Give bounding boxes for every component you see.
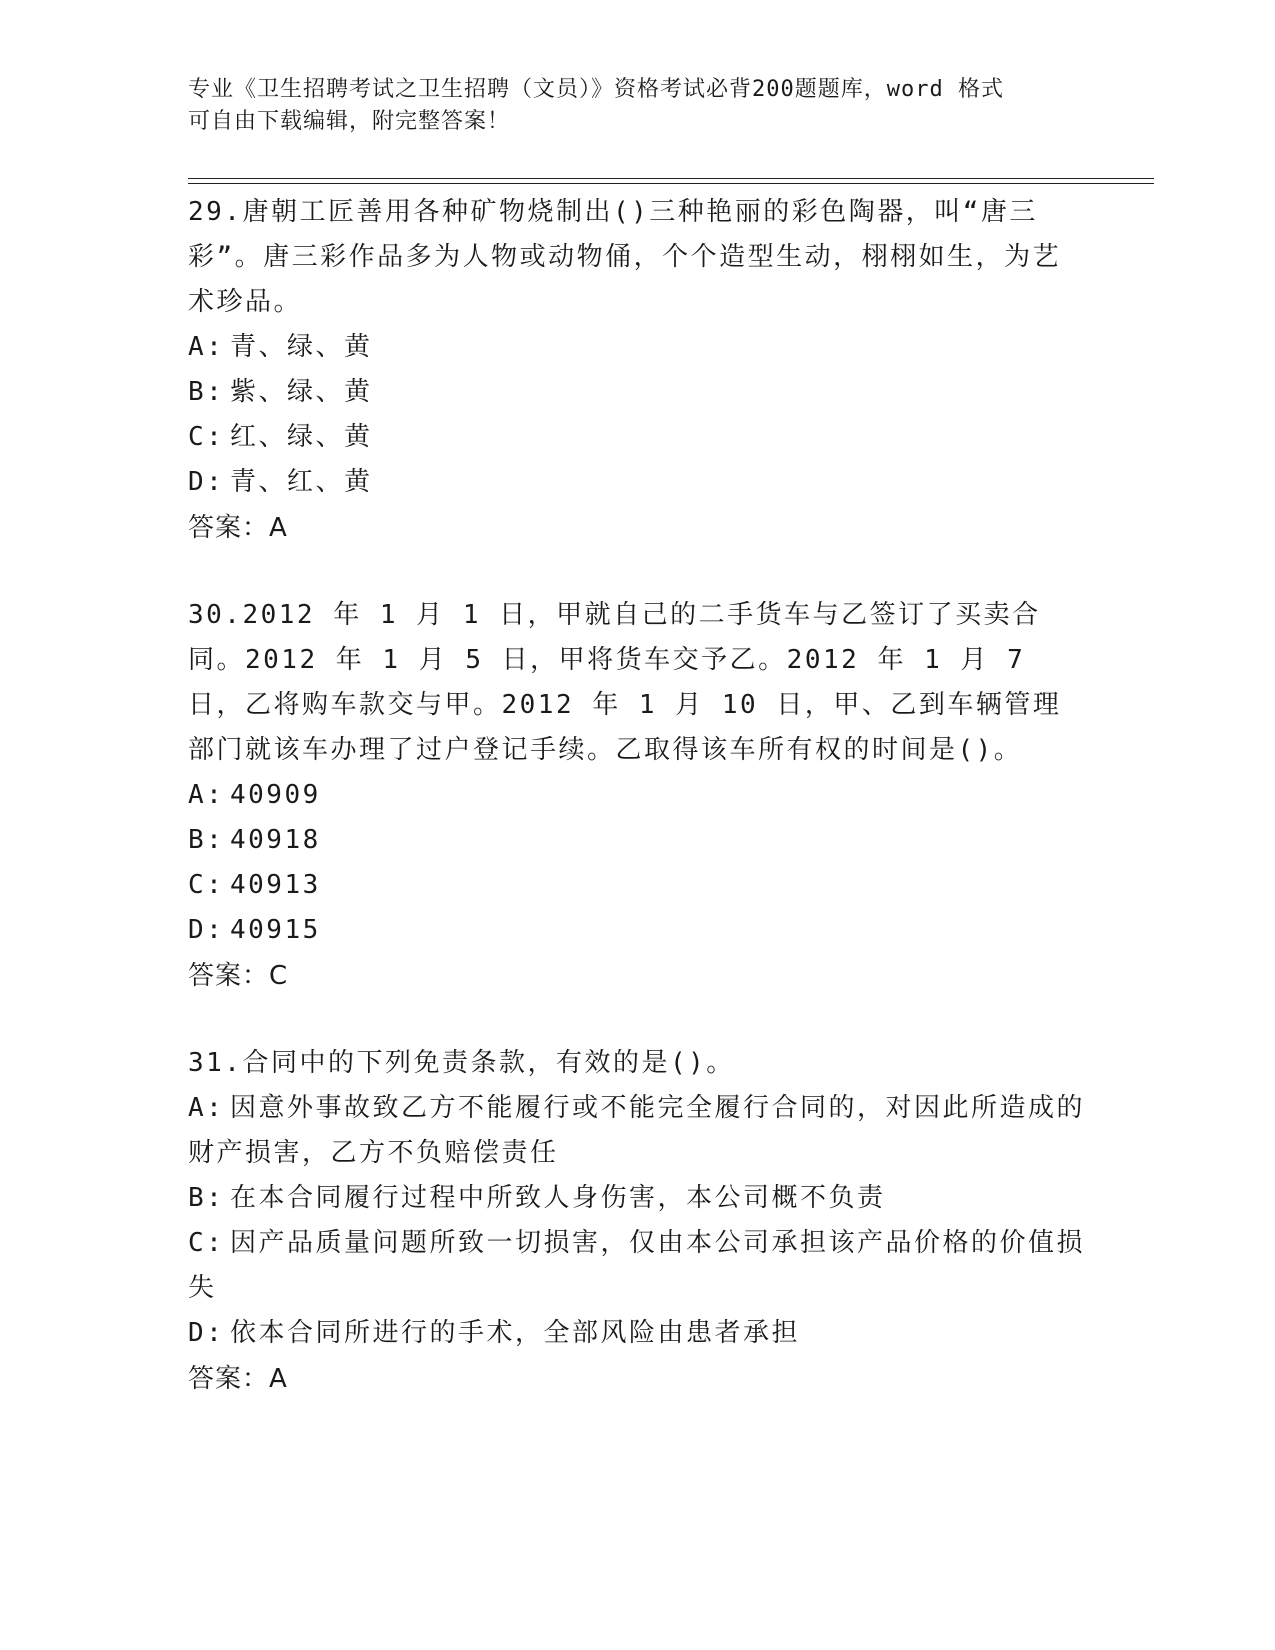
option-letter: D: bbox=[188, 467, 225, 497]
option-b bbox=[188, 370, 1088, 415]
question-text: 30.2012 年 1 月 1 日，甲就自己的二手货车与乙签订了买卖合同。2012 年 1 月 5 日，甲将货车交予乙。2012 年 1 月 7 日，乙将购车款交与甲。2012 年 1 月 10 日，甲、乙到车辆管理部门就该车办理了过户登记手续。乙取得该车所有权的时间是()。 bbox=[188, 600, 1062, 765]
header-line-1: 专业《卫生招聘考试之卫生招聘（文员）》资格考试必背200题题库，word 格式 bbox=[188, 77, 1004, 102]
option-letter: A: bbox=[188, 332, 225, 362]
option-letter: B: bbox=[188, 377, 225, 407]
option-letter: C: bbox=[188, 870, 225, 900]
question-text: 31.合同中的下列免责条款，有效的是()。 bbox=[188, 1048, 735, 1078]
option-text: 因产品质量问题所致一切损害，仅由本公司承担该产品价格的价值损失 bbox=[188, 1228, 1086, 1303]
option-c bbox=[188, 415, 1088, 460]
option-letter: B: bbox=[188, 825, 225, 855]
option-letter: A: bbox=[188, 780, 225, 810]
question-text: 29.唐朝工匠善用各种矿物烧制出()三种艳丽的彩色陶器，叫“唐三彩”。唐三彩作品多为人物或动物俑，个个造型生动，栩栩如生，为艺术珍品。 bbox=[188, 197, 1062, 317]
header-rule-bottom bbox=[188, 183, 1154, 184]
header-line-2: 可自由下载编辑，附完整答案！ bbox=[188, 109, 511, 134]
option-text: 青、红、黄 bbox=[230, 467, 373, 497]
question-29 bbox=[188, 190, 1088, 551]
option-a bbox=[188, 1086, 1088, 1176]
option-c bbox=[188, 1221, 1088, 1311]
option-a bbox=[188, 773, 1088, 818]
option-text: 40918 bbox=[230, 825, 321, 855]
option-text: 红、绿、黄 bbox=[230, 422, 373, 452]
answer-line: 答案：A bbox=[188, 1364, 288, 1394]
question-list bbox=[188, 190, 1088, 1444]
answer-line: 答案：C bbox=[188, 961, 289, 991]
option-text: 在本合同履行过程中所致人身伤害，本公司概不负责 bbox=[230, 1183, 886, 1213]
option-letter: D: bbox=[188, 915, 225, 945]
option-text: 青、绿、黄 bbox=[230, 332, 373, 362]
option-letter: C: bbox=[188, 1228, 225, 1258]
option-d bbox=[188, 460, 1088, 505]
option-letter: A: bbox=[188, 1093, 225, 1123]
option-letter: B: bbox=[188, 1183, 225, 1213]
option-a bbox=[188, 325, 1088, 370]
option-text: 40913 bbox=[230, 870, 321, 900]
option-text: 依本合同所进行的手术，全部风险由患者承担 bbox=[230, 1318, 801, 1348]
document-header bbox=[188, 74, 1068, 138]
option-text: 紫、绿、黄 bbox=[230, 377, 373, 407]
option-text: 40909 bbox=[230, 780, 321, 810]
question-30 bbox=[188, 593, 1088, 999]
option-c bbox=[188, 863, 1088, 908]
option-letter: C: bbox=[188, 422, 225, 452]
answer-line: 答案：A bbox=[188, 513, 288, 543]
question-31 bbox=[188, 1041, 1088, 1402]
option-text: 40915 bbox=[230, 915, 321, 945]
option-b bbox=[188, 818, 1088, 863]
option-letter: D: bbox=[188, 1318, 225, 1348]
option-b bbox=[188, 1176, 1088, 1221]
option-d bbox=[188, 908, 1088, 953]
header-rule-top bbox=[188, 178, 1154, 179]
option-text: 因意外事故致乙方不能履行或不能完全履行合同的，对因此所造成的财产损害，乙方不负赔偿责任 bbox=[188, 1093, 1086, 1168]
option-d bbox=[188, 1311, 1088, 1356]
